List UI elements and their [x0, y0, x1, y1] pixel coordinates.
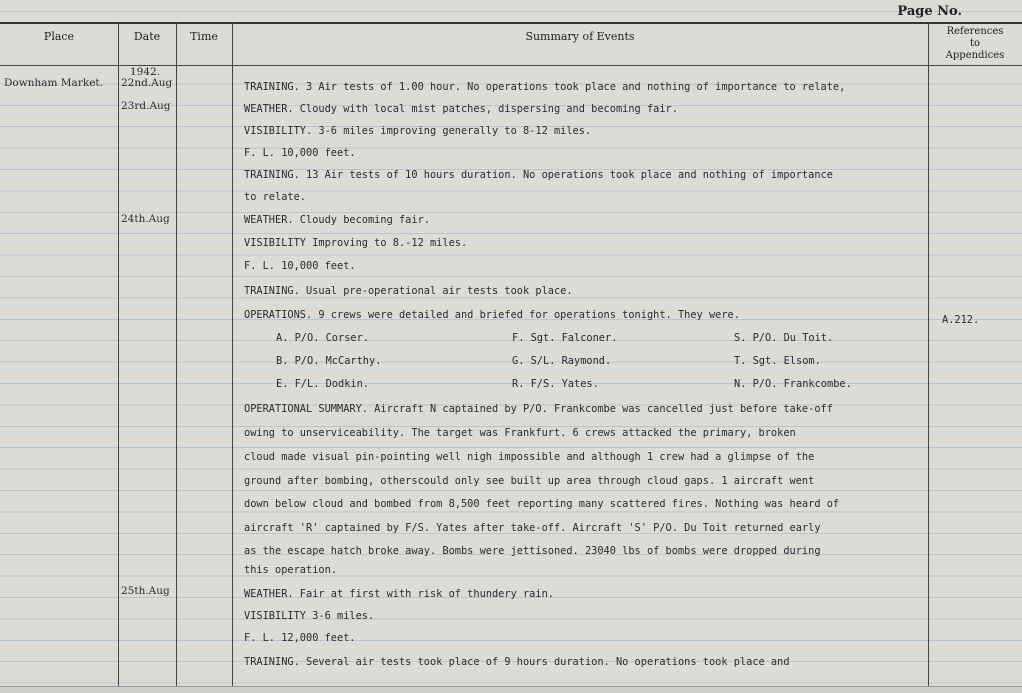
summary-line: owing to unserviceability. The target was Frankfurt. 6 crews attacked the primary, broken: [244, 427, 796, 439]
summary-line: VISIBILITY 3-6 miles.: [244, 610, 375, 622]
year-entry: 1942.: [130, 66, 161, 78]
time-column-header: Time: [190, 30, 218, 43]
references-column-header: [928, 26, 1022, 62]
summary-line: aircraft 'R' captained by F/S. Yates after take-off. Aircraft 'S' P/O. Du Toit returned early: [244, 522, 821, 534]
summary-line: VISIBILITY. 3-6 miles improving generally to 8-12 miles.: [244, 125, 592, 137]
column-divider: [118, 22, 119, 693]
column-divider: [928, 22, 929, 693]
appendix-reference: A.212.: [942, 314, 980, 326]
summary-line: F. L. 10,000 feet.: [244, 147, 356, 159]
summary-line: ground after bombing, otherscould only see built up area through cloud gaps. 1 aircraft went: [244, 475, 815, 487]
summary-line: TRAINING. 13 Air tests of 10 hours duration. No operations took place and nothing of importance: [244, 169, 833, 181]
date-column-header: Date: [133, 30, 161, 43]
summary-line: TRAINING. Several air tests took place of 9 hours duration. No operations took place and: [244, 656, 790, 668]
summary-line: F. L. 10,000 feet.: [244, 260, 356, 272]
summary-line: TRAINING. 3 Air tests of 1.00 hour. No operations took place and nothing of importance to relate,: [244, 81, 846, 93]
crew-entry: R. F/S. Yates.: [512, 378, 599, 390]
references-header-line: References: [946, 26, 1004, 37]
summary-line: VISIBILITY Improving to 8.-12 miles.: [244, 237, 468, 249]
summary-line: OPERATIONAL SUMMARY. Aircraft N captained by P/O. Frankcombe was cancelled just before take-off: [244, 403, 833, 415]
summary-line: as the escape hatch broke away. Bombs were jettisoned. 23040 lbs of bombs were dropped during: [244, 545, 821, 557]
column-divider: [232, 22, 233, 693]
summary-line: down below cloud and bombed from 8,500 feet reporting many scattered fires. Nothing was heard of: [244, 498, 840, 510]
date-entry: 24th.Aug: [121, 213, 170, 225]
references-header-line: to: [969, 38, 981, 49]
summary-line: WEATHER. Cloudy with local mist patches, dispersing and becoming fair.: [244, 103, 678, 115]
column-header-band: [0, 22, 1022, 66]
place-entry: Downham Market.: [4, 77, 103, 89]
crew-entry: E. F/L. Dodkin.: [276, 378, 369, 390]
summary-line: OPERATIONS. 9 crews were detailed and briefed for operations tonight. They were.: [244, 309, 740, 321]
references-header-line: Appendices: [945, 50, 1005, 61]
summary-line: WEATHER. Cloudy becoming fair.: [244, 214, 430, 226]
summary-line: cloud made visual pin-pointing well nigh impossible and although 1 crew had a glimpse of the: [244, 451, 815, 463]
summary-line: this operation.: [244, 564, 337, 576]
crew-entry: G. S/L. Raymond.: [512, 355, 612, 367]
crew-entry: T. Sgt. Elsom.: [734, 355, 821, 367]
date-entry: 22nd.Aug: [121, 77, 173, 89]
summary-line: TRAINING. Usual pre-operational air tests took place.: [244, 285, 573, 297]
place-column-header: Place: [43, 30, 75, 43]
summary-column-header: Summary of Events: [525, 30, 635, 43]
crew-entry: B. P/O. McCarthy.: [276, 355, 382, 367]
date-entry: 25th.Aug: [121, 585, 170, 597]
page-bottom-edge: [0, 686, 1022, 693]
page-number-label: Page No.: [897, 4, 962, 19]
date-entry: 23rd.Aug: [121, 100, 171, 112]
crew-entry: F. Sgt. Falconer.: [512, 332, 618, 344]
column-divider: [176, 22, 177, 693]
crew-entry: N. P/O. Frankcombe.: [734, 378, 852, 390]
crew-entry: S. P/O. Du Toit.: [734, 332, 834, 344]
crew-entry: A. P/O. Corser.: [276, 332, 369, 344]
summary-line: WEATHER. Fair at first with risk of thundery rain.: [244, 588, 554, 600]
summary-line: to relate.: [244, 191, 306, 203]
summary-line: F. L. 12,000 feet.: [244, 632, 356, 644]
